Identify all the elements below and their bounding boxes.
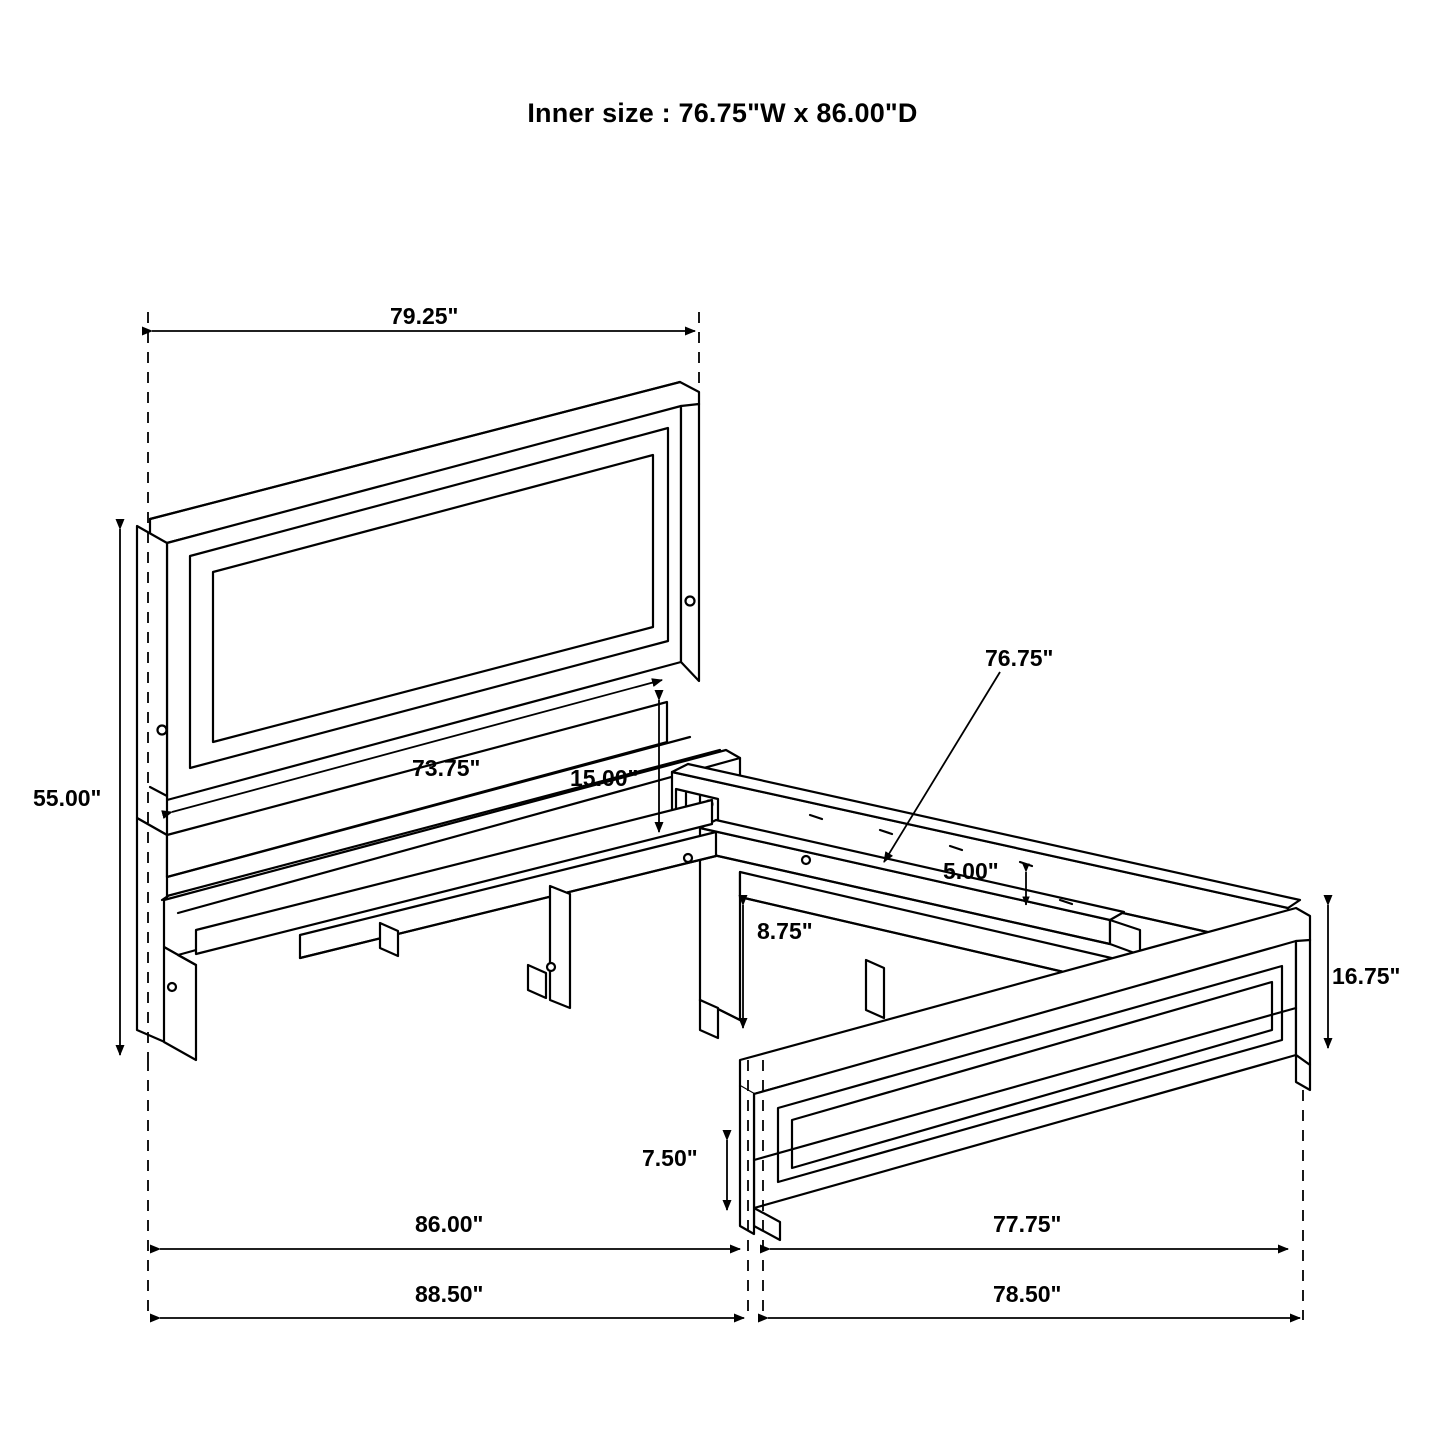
page-title: Inner size : 76.75"W x 86.00"D (527, 98, 918, 128)
dim-label-bed-length-inner: 86.00" (415, 1211, 484, 1237)
dim-label-footboard-height: 16.75" (1332, 963, 1401, 989)
dim-label-inner-length-side: 73.75" (412, 755, 481, 781)
dim-label-footboard-width-inner: 77.75" (993, 1211, 1062, 1237)
dim-label-rail-thickness: 5.00" (943, 858, 999, 884)
dim-label-headboard-width: 79.25" (390, 303, 459, 329)
dim-label-footboard-clearance: 7.50" (642, 1145, 698, 1171)
dim-label-headboard-clearance: 15.00" (570, 765, 639, 791)
dim-label-deck-height: 8.75" (757, 918, 813, 944)
dim-label-headboard-height: 55.00" (33, 785, 102, 811)
dim-label-footboard-width-outer: 78.50" (993, 1281, 1062, 1307)
dim-label-slat-width: 76.75" (985, 645, 1054, 671)
dim-label-bed-length-outer: 88.50" (415, 1281, 484, 1307)
